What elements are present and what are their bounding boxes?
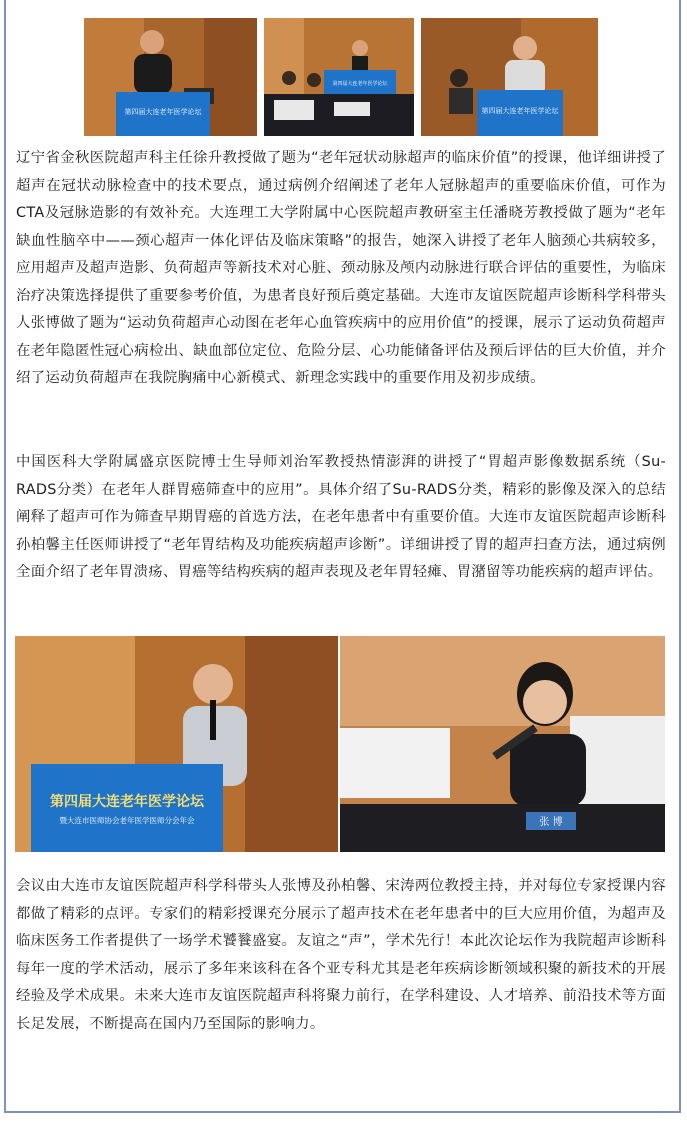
speaker-photo-1 <box>84 18 257 136</box>
speaker-photo-4 <box>340 636 665 852</box>
podium-text: 第四届大连老年医学论坛 <box>481 107 559 115</box>
paragraph-3: 会议由大连市友谊医院超声科学科带头人张博及孙柏馨、宋涛两位教授主持，并对每位专家授课内容都做了精彩的点评。专家们的精彩授课充分展示了超声技术在老年患者中的巨大应用价值，为超声及临床医务工作者提供了一场学术饕餮盛宴。友谊之“声”，学术先行！本此次论坛作为我院超声诊断科每年一度的学术活动，展示了多年来该科在各个亚专科尤其是老年疾病诊断领域积聚的新技术的开展经验及学术成果。未来大连市友谊医院超声科将聚力前行，在学科建设、人才培养、前沿技术等方面长足发展，不断提高在国内乃至国际的影响力。 <box>16 878 666 1032</box>
speaker-photo-3 <box>15 636 338 852</box>
paragraph-2: 中国医科大学附属盛京医院博士生导师刘治军教授热情澎湃的讲授了“胃超声影像数据系统（Su-RADS分类）在老年人群胃癌筛查中的应用”。具体介绍了Su-RADS分类，精彩的影像及深入的总结阐释了超声可作为筛查早期胃癌的首选方法，在老年患者中有重要价值。大连市友谊医院超声诊断科孙柏馨主任医师讲授了“老年胃结构及功能疾病超声诊断”。详细讲授了胃的超声扫查方法，通过病例全面介绍了老年胃溃疡、胃癌等结构疾病的超声表现及老年胃轻瘫、胃潴留等功能疾病的超声评估。 <box>16 454 666 580</box>
bottom-photo-row <box>15 636 665 852</box>
audience-photo <box>264 18 414 136</box>
podium-text: 第四届大连老年医学论坛 <box>124 108 202 116</box>
speaker-photo-2 <box>421 18 598 136</box>
podium-title: 第四届大连老年医学论坛 <box>50 794 204 810</box>
podium-text: 第四届大连老年医学论坛 <box>332 81 388 87</box>
nameplate: 张 博 <box>539 817 563 828</box>
top-photo-row <box>84 18 598 136</box>
podium-subtitle: 暨大连市医师协会老年医学医师分会年会 <box>59 816 195 825</box>
paragraph-1: 辽宁省金秋医院超声科主任徐升教授做了题为“老年冠状动脉超声的临床价值”的授课，他详细讲授了超声在冠状动脉检查中的技术要点，通过病例介绍阐述了老年人冠脉超声的重要临床价值，可作为CTA及冠脉造影的有效补充。大连理工大学附属中心医院超声教研室主任潘晓芳教授做了题为“老年缺血性脑卒中——颈心超声一体化评估及临床策略”的报告，她深入讲授了老年人脑颈心共病较多，应用超声及超声造影、负荷超声等新技术对心脏、颈动脉及颅内动脉进行联合评估的重要性，为临床治疗决策选择提供了重要参考价值，为患者良好预后奠定基础。大连市友谊医院超声诊断科学科带头人张博做了题为“运动负荷超声心动图在老年心血管疾病中的应用价值”的授课，展示了运动负荷超声在老年隐匿性冠心病检出、缺血部位定位、危险分层、心功能储备评估及预后评估的巨大价值，并介绍了运动负荷超声在我院胸痛中心新模式、新理念实践中的重要作用及初步成绩。 <box>16 150 666 386</box>
